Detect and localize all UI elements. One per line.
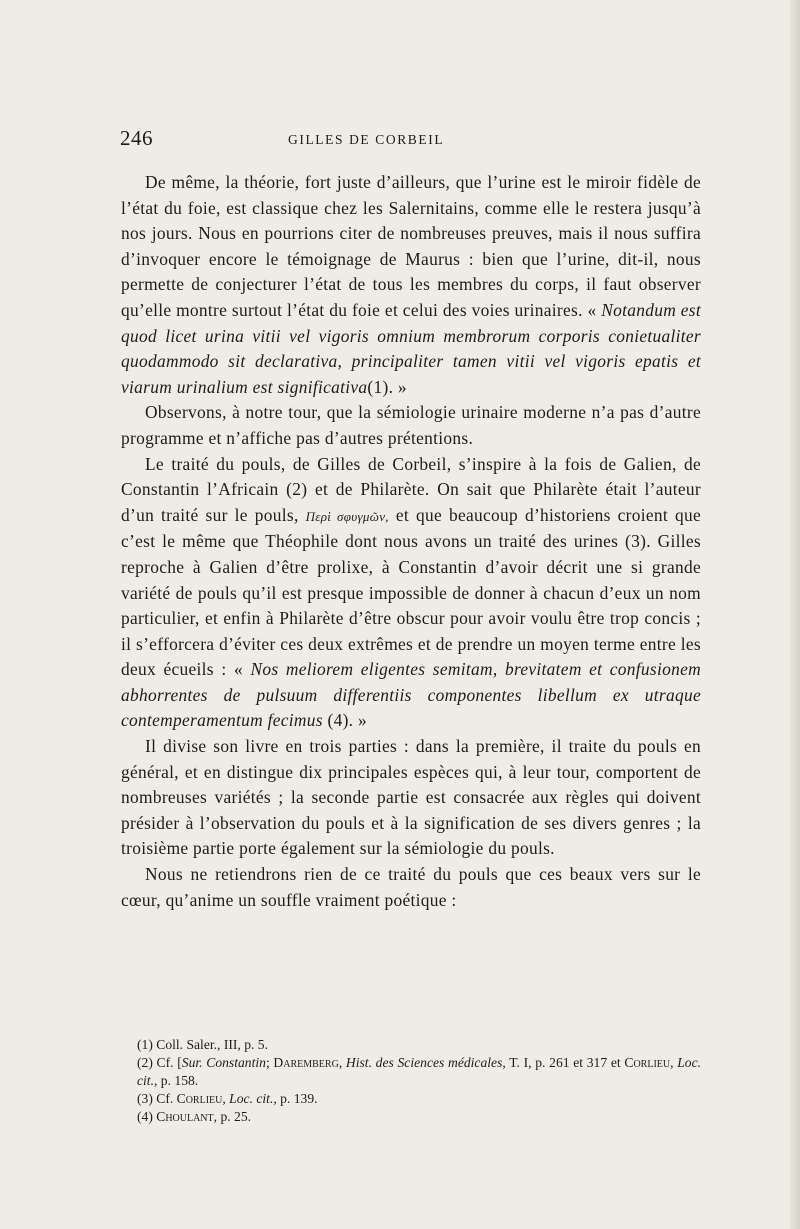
footnote-2-loc: Loc. cit.: [137, 1055, 702, 1088]
footnote-4-author: Choulant: [156, 1109, 214, 1124]
paragraph-3-text-b: et que beaucoup d’historiens croient que c’est le même que Théophile dont nous avons un traité des urines (3). Gilles reproche à Galien d’être prolixe, à Constantin d’avoir décrit une si grande variété de pouls qu’il est presque impossible de donner à chacun d’eux un nom particulier, et enfin à Philarète d’être obscur pour avoir voulu être trop concis ; il s’efforcera d’éviter ces deux extrêmes et de prendre un moyen terme entre les deux écueils : «: [121, 504, 702, 680]
footnote-ref-1: (1).: [367, 376, 394, 397]
footnotes: [121, 1036, 701, 1126]
footnote-2-author: Daremberg: [273, 1055, 339, 1070]
footnote-1: (1) Coll. Saler., III, p. 5.: [137, 1037, 269, 1052]
latin-quote-1: Notandum est quod licet urina vitii vel vigoris omnium membrorum corporis conietualiter quodammodo sit declarativa, principaliter tamen vitii vel vigoris epatis et viarum urinalium est significativa: [121, 299, 702, 397]
footnote-3-part: ,: [222, 1091, 230, 1106]
footnote-4-part: , p. 25.: [213, 1109, 252, 1124]
footnote-2-author-2: Corlieu: [624, 1055, 671, 1070]
paragraph-1: [121, 170, 701, 400]
footnote-2-part: ;: [265, 1055, 274, 1070]
footnote-4-part: (4): [137, 1109, 157, 1124]
footnote-2-part: ,: [670, 1055, 678, 1070]
greek-title: Περὶ σφυγμῶν,: [305, 508, 389, 524]
footnote-3-author: Corlieu: [176, 1091, 223, 1106]
footnote-3-loc: Loc. cit.: [229, 1091, 274, 1106]
footnote-2-work: Hist. des Sciences médicales: [345, 1055, 503, 1070]
paragraph-1-text: De même, la théorie, fort juste d’ailleurs, que l’urine est le miroir fidèle de l’état du foie, est classique chez les Salernitains, comme elle le restera jusqu’à nos jours. Nous en pourrions citer de nombreuses preuves, mais il nous suffira d’invoquer encore le témoignage de Maurus : bien que l’urine, dit-il, nous permette de conjecturer l’état de tous les membres du corps, il faut observer qu’elle montre surtout l’état du foie et celui des voies urinaires. «: [121, 172, 701, 320]
quote-close-2: »: [357, 710, 367, 731]
paragraph-3: [121, 452, 701, 735]
footnote-2-part: , T. I, p. 261 et 317 et: [502, 1055, 625, 1070]
page-header: [120, 126, 700, 156]
page-edge: [790, 0, 800, 1229]
footnote-2: [121, 1054, 701, 1090]
paragraph-4: Il divise son livre en trois parties : dans la première, il traite du pouls en général, et en distingue dix principales espèces qui, à leur tour, comportent de nombreuses variétés ; la seconde partie est consacrée aux règles qui doivent présider à l’observation du pouls et à la signification de ses divers genres ; la troisième partie porte également sur la sémiologie du pouls.: [121, 736, 701, 859]
footnote-2-part: (2) Cf. [: [137, 1055, 182, 1070]
page-number: 246: [120, 126, 153, 150]
footnote-ref-4: (4).: [327, 710, 354, 731]
paragraph-3-text-a: Le traité du pouls, de Gilles de Corbeil, s’inspire à la fois de Galien, de Constantin l’Africain (2) et de Philarète. On sait que Philarète était l’auteur d’un traité sur le pouls,: [121, 453, 701, 525]
footnote-3-part: (3) Cf.: [137, 1091, 177, 1106]
latin-quote-2: Nos meliorem eligentes semitam, brevitatem et confusionem abhorrentes de pulsuum differentiis componentes libellum ex utraque contemperamentum fecimus: [121, 659, 701, 731]
footnote-2-part: , p. 158.: [154, 1073, 199, 1088]
quote-close-1: »: [397, 376, 407, 397]
footnote-3-part: , p. 139.: [273, 1091, 318, 1106]
footnote-4: [121, 1108, 701, 1126]
paragraph-5: Nous ne retiendrons rien de ce traité du pouls que ces beaux vers sur le cœur, qu’anime un souffle vraiment poétique :: [121, 864, 701, 910]
footnote-3: [121, 1090, 701, 1108]
running-head: GILLES DE CORBEIL: [288, 132, 445, 147]
footnote-2-title: Sur. Constantin: [181, 1055, 266, 1070]
paragraph-2: Observons, à notre tour, que la sémiologie urinaire moderne n’a pas d’autre programme et n’affiche pas d’autres prétentions.: [121, 402, 701, 448]
main-text: [121, 170, 701, 913]
footnote-2-part: ,: [338, 1055, 346, 1070]
